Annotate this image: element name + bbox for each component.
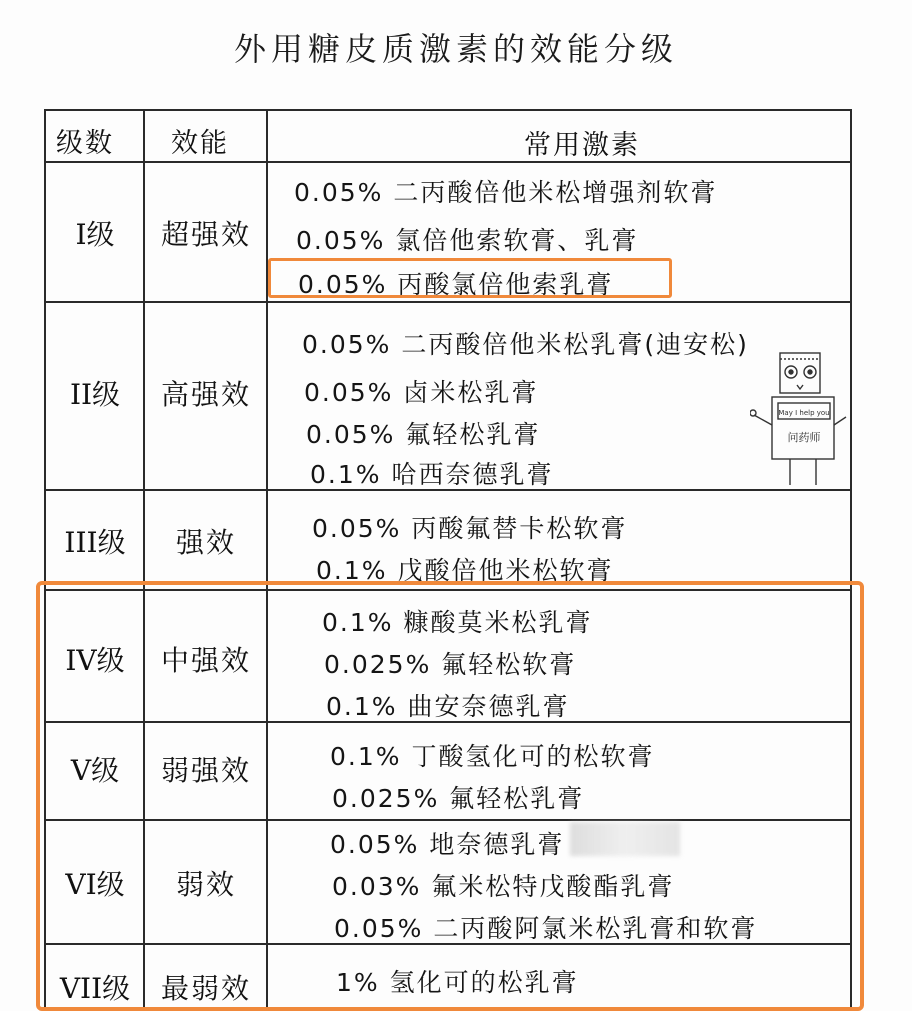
row-divider bbox=[46, 301, 850, 303]
potency-cell: 强效 bbox=[175, 526, 236, 559]
drug-item: 0.05% 丙酸氯倍他索乳膏 bbox=[298, 270, 614, 299]
drug-item: 0.05% 二丙酸倍他米松增强剂软膏 bbox=[294, 178, 718, 207]
drug-item: 0.05% 地奈德乳膏 bbox=[330, 830, 565, 859]
drug-item: 0.05% 丙酸氟替卡松软膏 bbox=[312, 514, 628, 543]
robot-label: 问药师 bbox=[787, 431, 821, 444]
drug-item: 0.1% 哈西奈德乳膏 bbox=[310, 460, 554, 489]
potency-cell: 弱强效 bbox=[160, 754, 251, 787]
header-drugs: 常用激素 bbox=[524, 130, 640, 161]
robot-doodle-icon bbox=[750, 345, 850, 495]
drug-item: 0.05% 氯倍他索软膏、乳膏 bbox=[296, 226, 639, 255]
potency-cell: 高强效 bbox=[160, 378, 251, 411]
potency-cell: 超强效 bbox=[160, 218, 251, 251]
highlight-box-clobetasol bbox=[268, 258, 672, 298]
drug-item: 0.03% 氟米松特戊酸酯乳膏 bbox=[332, 872, 675, 901]
potency-cell: 弱效 bbox=[175, 868, 236, 901]
grade-cell: V级 bbox=[70, 754, 120, 787]
drug-item: 0.1% 戊酸倍他米松软膏 bbox=[316, 556, 614, 585]
drug-item: 0.05% 二丙酸阿氯米松乳膏和软膏 bbox=[334, 914, 758, 943]
header-potency: 效能 bbox=[171, 128, 229, 159]
drug-item: 0.025% 氟轻松乳膏 bbox=[332, 784, 585, 813]
drug-item: 0.025% 氟轻松软膏 bbox=[324, 650, 577, 679]
highlight-box-grades-iv-vii bbox=[36, 581, 864, 1011]
grade-cell: VI级 bbox=[65, 868, 125, 901]
page-title: 外用糖皮质激素的效能分级 bbox=[233, 30, 678, 68]
drug-item: 0.1% 曲安奈德乳膏 bbox=[326, 692, 570, 721]
potency-cell: 中强效 bbox=[160, 644, 251, 677]
grade-cell: II级 bbox=[69, 378, 121, 411]
drug-item: 0.1% 丁酸氢化可的松软膏 bbox=[330, 742, 655, 771]
drug-item: 0.05% 氟轻松乳膏 bbox=[306, 420, 541, 449]
header-grade: 级数 bbox=[56, 128, 114, 159]
grade-cell: IV级 bbox=[65, 644, 125, 677]
drug-item: 0.05% 二丙酸倍他米松乳膏(迪安松) bbox=[302, 330, 749, 359]
drug-item: 0.1% 糠酸莫米松乳膏 bbox=[322, 608, 593, 637]
robot-screen-text: May I help you bbox=[778, 409, 830, 417]
blurred-watermark bbox=[570, 822, 680, 856]
grade-cell: VII级 bbox=[59, 972, 131, 1005]
drug-item: 0.05% 卤米松乳膏 bbox=[304, 378, 539, 407]
drug-item: 1% 氢化可的松乳膏 bbox=[336, 968, 579, 997]
grade-cell: I级 bbox=[75, 218, 115, 251]
row-divider bbox=[46, 161, 850, 163]
potency-cell: 最弱效 bbox=[160, 972, 251, 1005]
grade-cell: III级 bbox=[64, 526, 126, 559]
